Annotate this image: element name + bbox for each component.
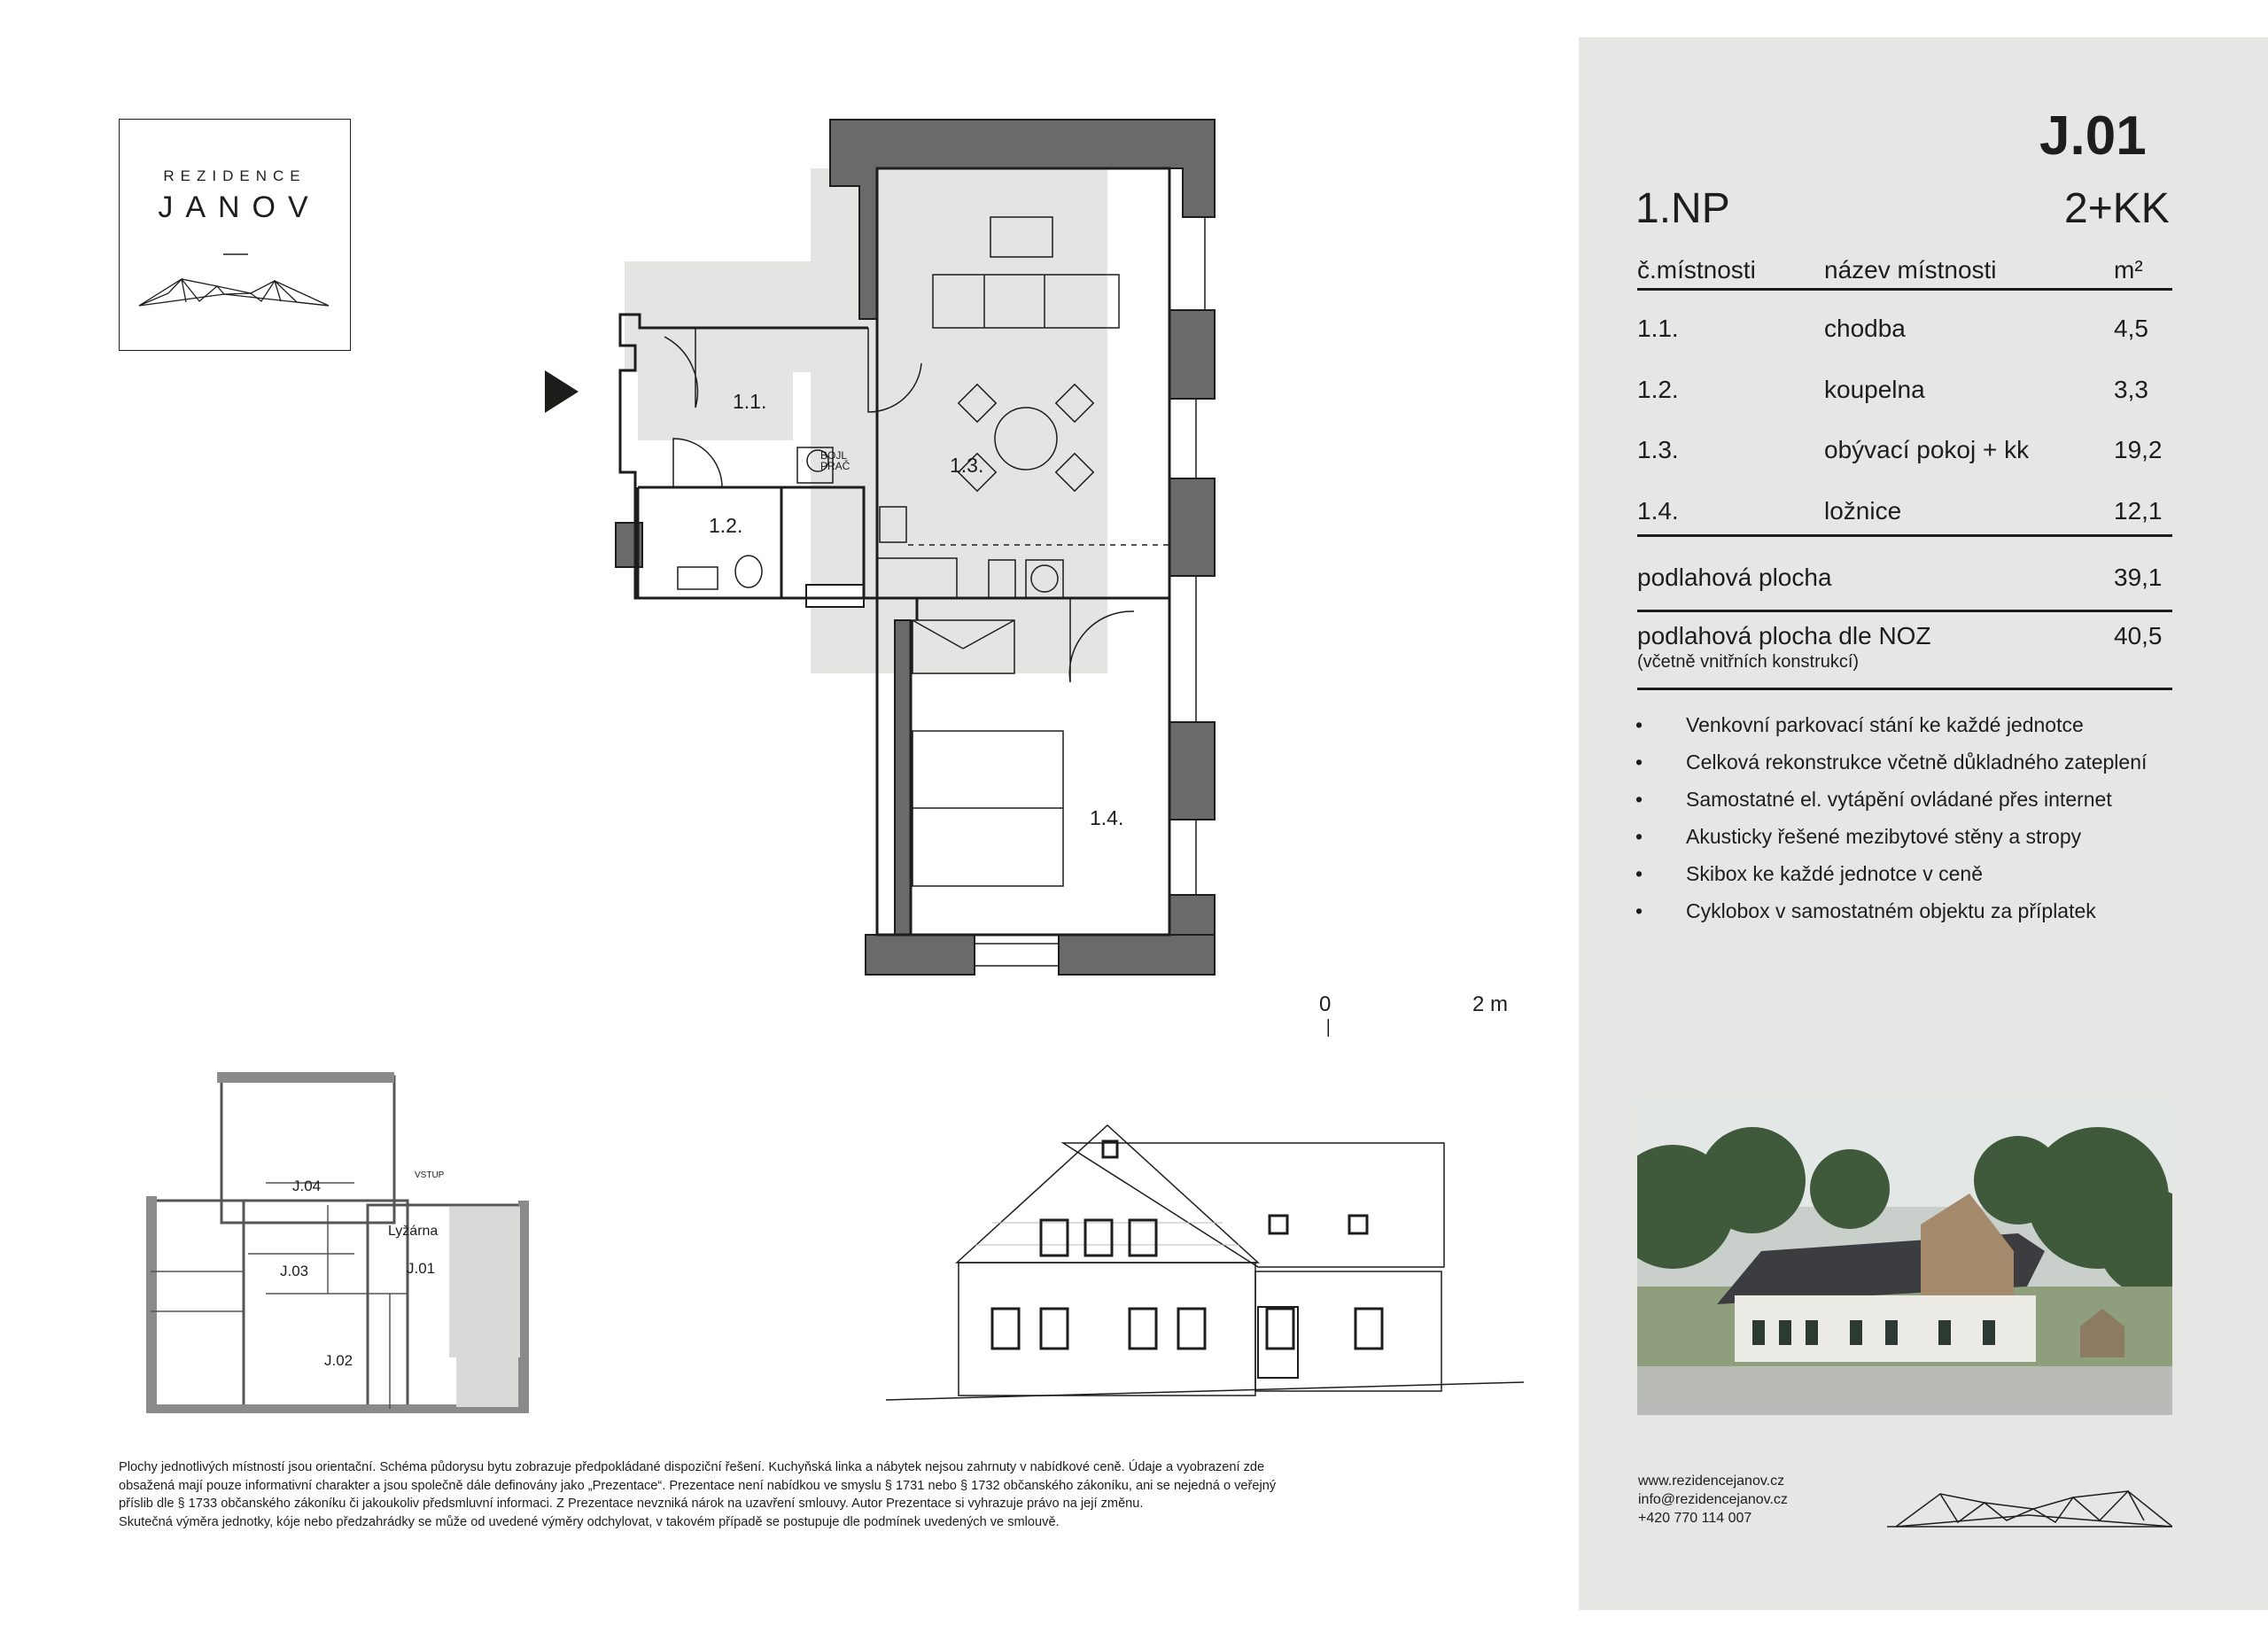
room-number: 1.1. <box>1637 315 1679 342</box>
site-unit-j04: J.04 <box>292 1178 322 1194</box>
floor-label: 1.NP <box>1635 185 1730 232</box>
logo <box>119 119 351 351</box>
room-number: 1.3. <box>1637 436 1679 463</box>
entrance-arrow-icon <box>545 370 579 413</box>
noz-area-value: 40,5 <box>2114 622 2163 649</box>
room-name: chodba <box>1824 315 1906 342</box>
mountain-logo-icon <box>120 120 352 352</box>
room-label-1-4: 1.4. <box>1090 806 1124 829</box>
unit-code: J.01 <box>2039 105 2147 167</box>
room-name: obývací pokoj + kk <box>1824 436 2030 463</box>
bullet-icon: • <box>1635 750 1643 774</box>
bullet-icon: • <box>1635 825 1643 848</box>
room-area: 19,2 <box>2114 436 2163 463</box>
room-label-1-3: 1.3. <box>950 454 984 477</box>
site-unit-j02: J.02 <box>324 1352 353 1369</box>
contact-email[interactable]: info@rezidencejanov.cz <box>1638 1492 1788 1507</box>
site-entrance-label: VSTUP <box>415 1170 445 1180</box>
floor-area-value: 39,1 <box>2114 564 2163 591</box>
feature-item: Akusticky řešené mezibytové stěny a stropy <box>1686 825 2082 848</box>
layout-label: 2+KK <box>2064 185 2170 232</box>
feature-item: Samostatné el. vytápění ovládané přes internet <box>1686 788 2112 811</box>
scale-end: 2 m <box>1472 992 1509 1016</box>
room-name: koupelna <box>1824 376 1925 403</box>
bullet-icon: • <box>1635 713 1643 736</box>
site-unit-j03: J.03 <box>280 1263 309 1279</box>
disclaimer: Plochy jednotlivých místností jsou orientační. Schéma půdorysu bytu zobrazuje předpokládané dispoziční řešení. Kuchyňská linka a nábytek nejsou zahrnuty v nabídkové ceně. Údaje a vyobrazení zde obsažená mají pouze informativní charakter a jsou společně dále definovány jako „Prezentace“. Prezentace není nabídkou ve smyslu § 1731 nebo § 1732 občanského zákoníku, ani se nejedná o veřejný příslib dle § 1733 občanského zákoníku či jakoukoliv předsmluvní informaci. Z Prezentace nevzniká nárok na uzavření smlouvy. Autor Prezentace si vyhrazuje právo na její změnu. Skutečná výměra jednotky, kóje nebo předzahrádky se může od uvedené výměry odchylovat, v takovém případě se postupuje dle podmínek uvedených ve smlouvě. <box>119 1460 1277 1529</box>
header-room-name: název místnosti <box>1824 256 1997 284</box>
room-area: 12,1 <box>2114 497 2163 525</box>
bullet-icon: • <box>1635 899 1643 922</box>
bullet-icon: • <box>1635 788 1643 811</box>
floor-area-label: podlahová plocha <box>1637 564 1832 591</box>
room-label-1-1: 1.1. <box>733 390 767 413</box>
room-number: 1.2. <box>1637 376 1679 403</box>
floor-plan <box>514 106 1332 1037</box>
noz-area-label: podlahová plocha dle NOZ <box>1637 622 1931 649</box>
table-rule-rooms <box>1637 534 2172 537</box>
site-plan <box>142 1063 540 1427</box>
table-rule-bottom <box>1637 688 2172 690</box>
table-rule-floor-area <box>1637 610 2172 612</box>
room-area: 3,3 <box>2114 376 2148 403</box>
room-label-1-2: 1.2. <box>709 514 743 537</box>
feature-item: Celková rekonstrukce včetně důkladného zateplení <box>1686 750 2148 774</box>
feature-item: Cyklobox v samostatném objektu za příplatek <box>1686 899 2096 922</box>
building-elevation <box>886 1116 1524 1427</box>
contact-phone[interactable]: +420 770 114 007 <box>1638 1511 1752 1526</box>
ski-room-label: Lyžárna <box>388 1224 439 1239</box>
room-number: 1.4. <box>1637 497 1679 525</box>
room-name: ložnice <box>1824 497 1902 525</box>
logo-top-text: REZIDENCE <box>163 167 307 184</box>
header-area-unit: m² <box>2114 256 2143 284</box>
feature-item: Venkovní parkovací stání ke každé jednotce <box>1686 713 2084 736</box>
scale-start: 0 <box>1319 992 1332 1016</box>
boiler-label: BOJL PRAČ <box>820 449 850 472</box>
header-room-number: č.místnosti <box>1637 256 1756 284</box>
bullet-icon: • <box>1635 862 1643 885</box>
contact-web[interactable]: www.rezidencejanov.cz <box>1638 1473 1785 1489</box>
site-unit-j01: J.01 <box>407 1260 436 1277</box>
table-rule-top <box>1637 288 2172 291</box>
feature-item: Skibox ke každé jednotce v ceně <box>1686 862 1983 885</box>
noz-area-note: (včetně vnitřních konstrukcí) <box>1637 652 1860 672</box>
logo-main-text: JANOV <box>158 190 321 224</box>
building-render-image <box>1637 1100 2172 1415</box>
room-area: 4,5 <box>2114 315 2148 342</box>
mountain-footer-icon <box>1887 1478 2172 1531</box>
